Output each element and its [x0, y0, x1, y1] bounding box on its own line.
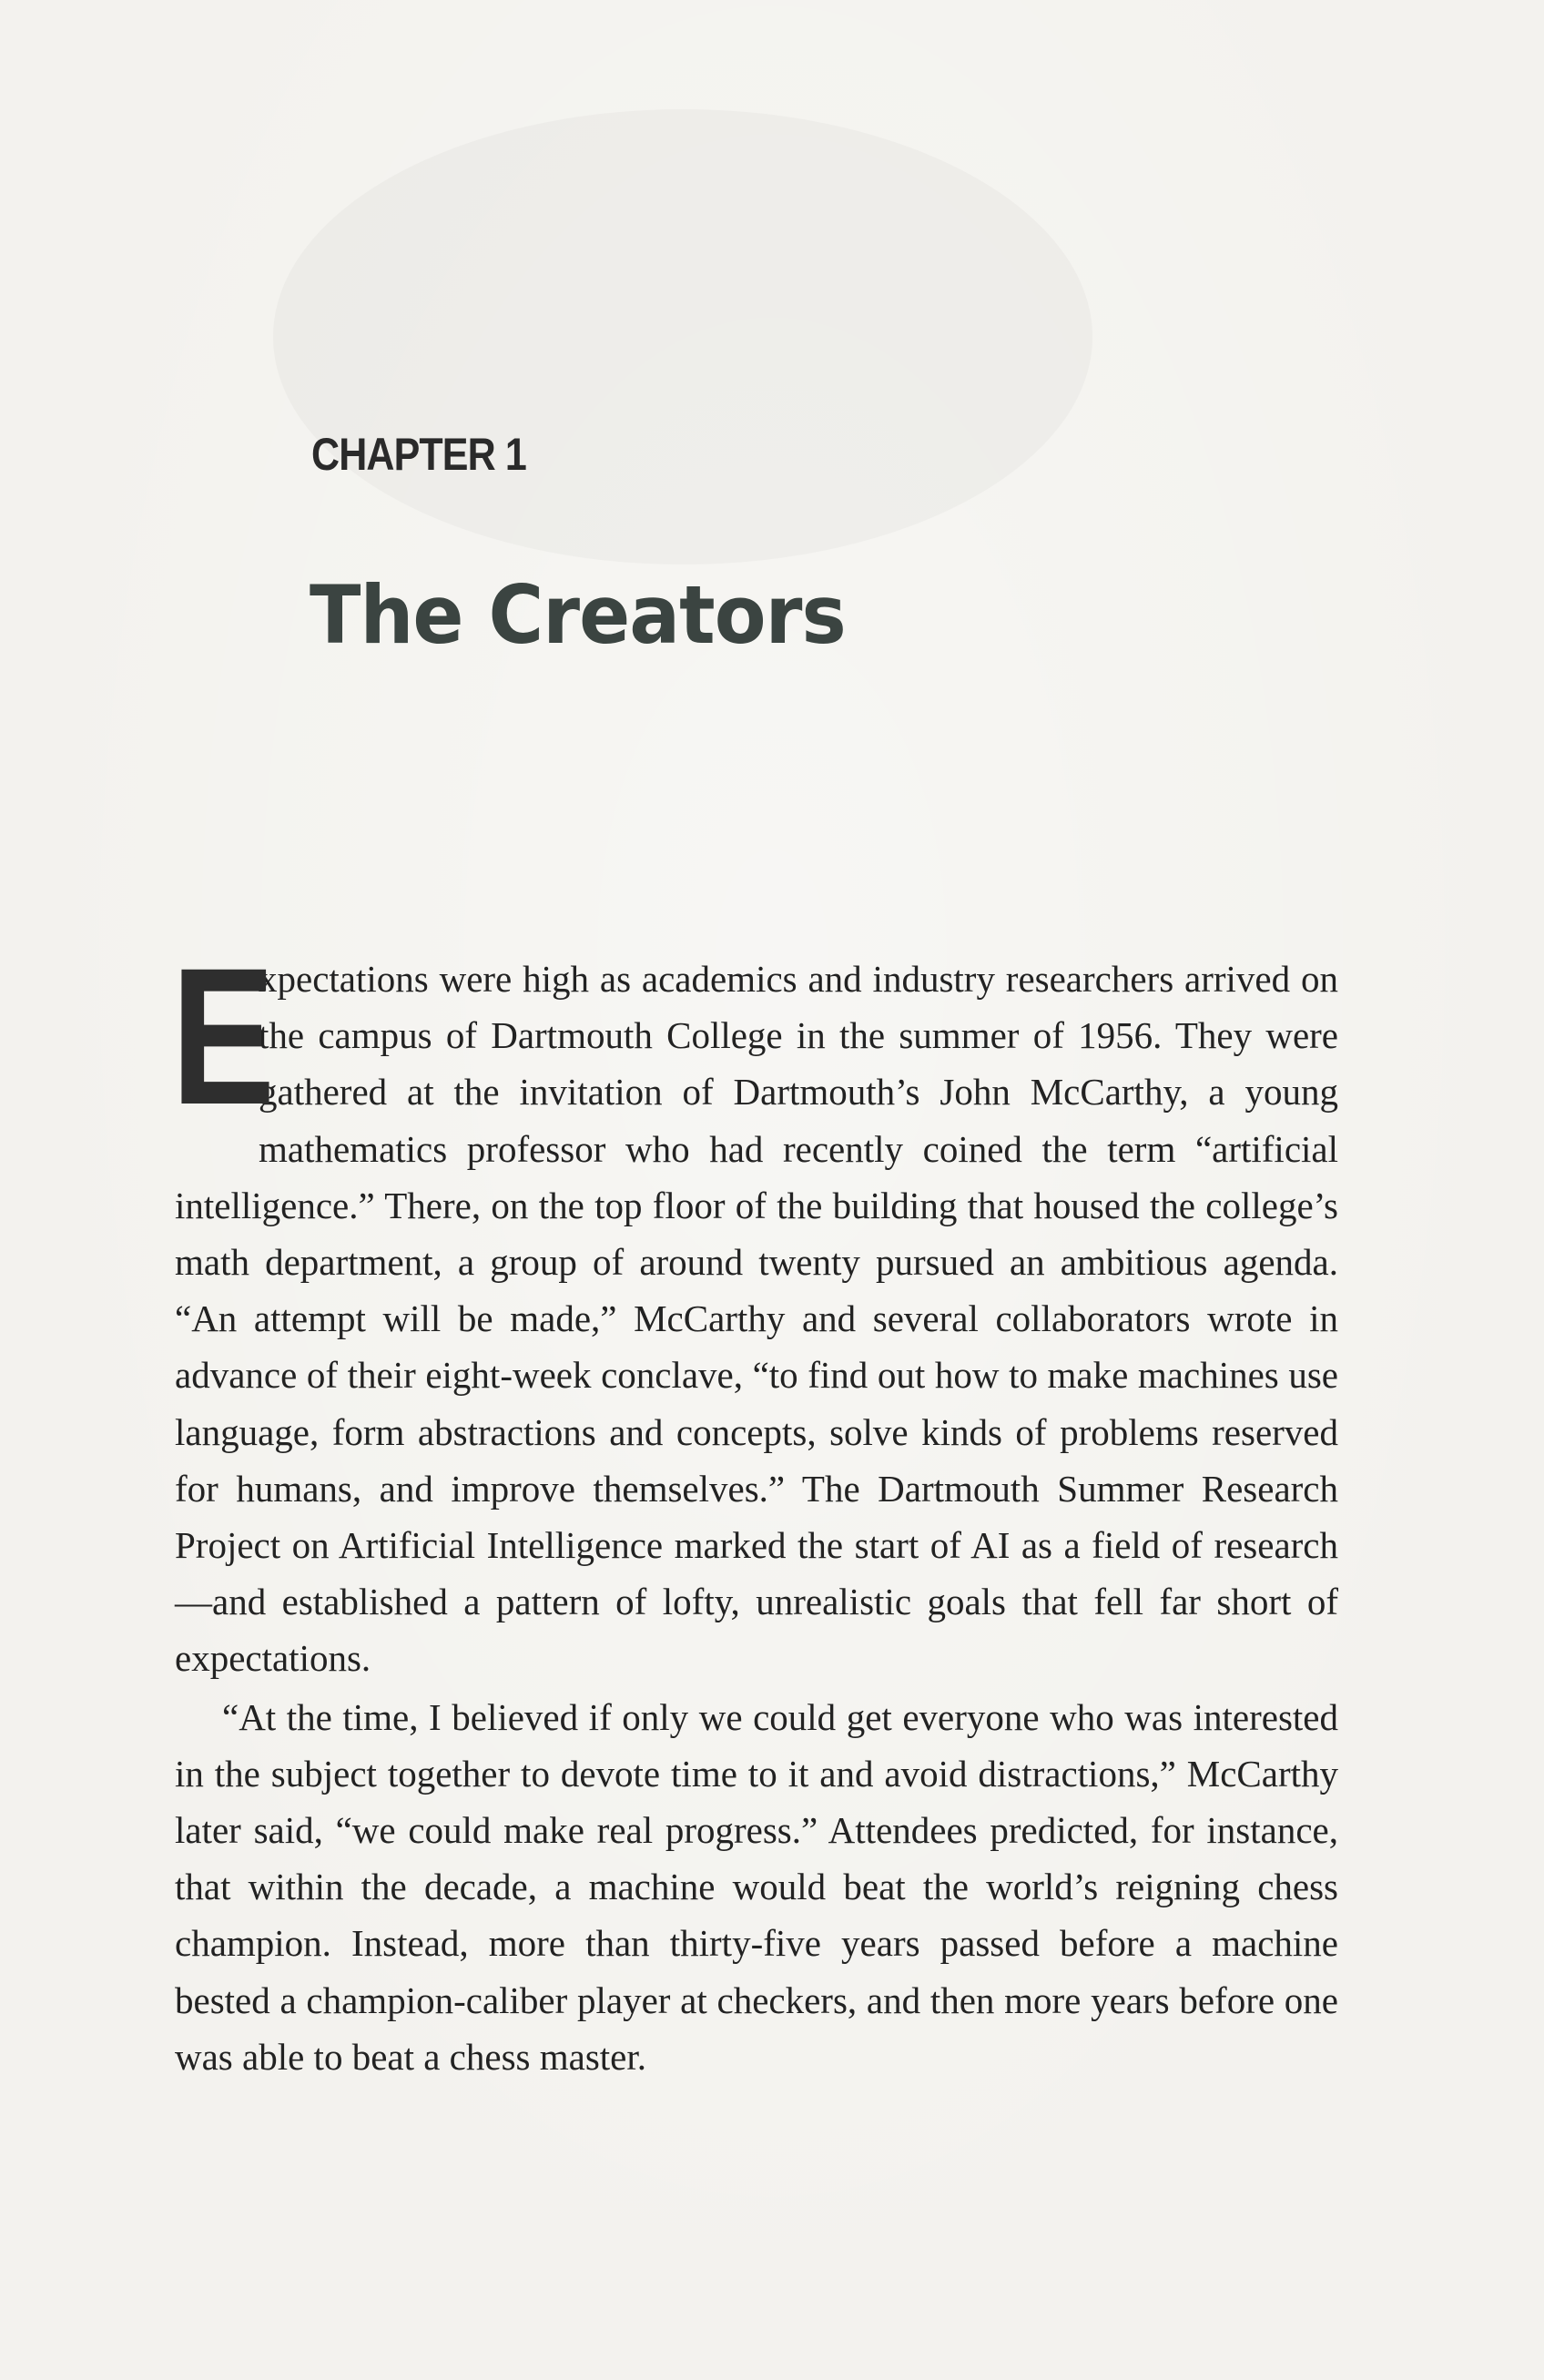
chapter-body — [171, 928, 1338, 2085]
paragraph-2: “At the time, I believed if only we could get everyone who was interested in the subject together to devote time to it and avoid distractions,” McCarthy later said, “we could make real progress.” Attendees predicted, for instance, that within the decade, a machine would beat the world’s reigning chess champion. Instead, more than thirty-five years passed before a machine bested a champion-caliber player at checkers, and then more years before one was able to beat a chess master. — [175, 1695, 1338, 2078]
chapter-label: CHAPTER 1 — [311, 429, 526, 480]
drop-cap: E — [171, 928, 276, 1145]
chapter-title: The Creators — [310, 568, 846, 662]
paper-texture — [273, 109, 1092, 564]
paragraph-1 — [171, 928, 1338, 1687]
paragraph-1-text: xpectations were high as academics and industry researchers arrived on the campus of Dartmouth College in the summer of 1956. They were gathered at the invitation of Dartmouth’s John McCarthy, a young mathematics professor who had recently coined the term “artificial intelligence.” There, on the top floor of the building that housed the college’s math department, a group of around twenty pursued an ambitious agenda. “An attempt will be made,” McCarthy and several collaborators wrote in advance of their eight-week conclave, “to find out how to make machines use language, form abstractions and concepts, solve kinds of problems reserved for humans, and improve themselves.” The Dartmouth Summer Research Project on Artificial Intelligence marked the start of AI as a field of research—and established a pattern of lofty, unrealistic goals that fell far short of expectations. — [175, 958, 1338, 1680]
